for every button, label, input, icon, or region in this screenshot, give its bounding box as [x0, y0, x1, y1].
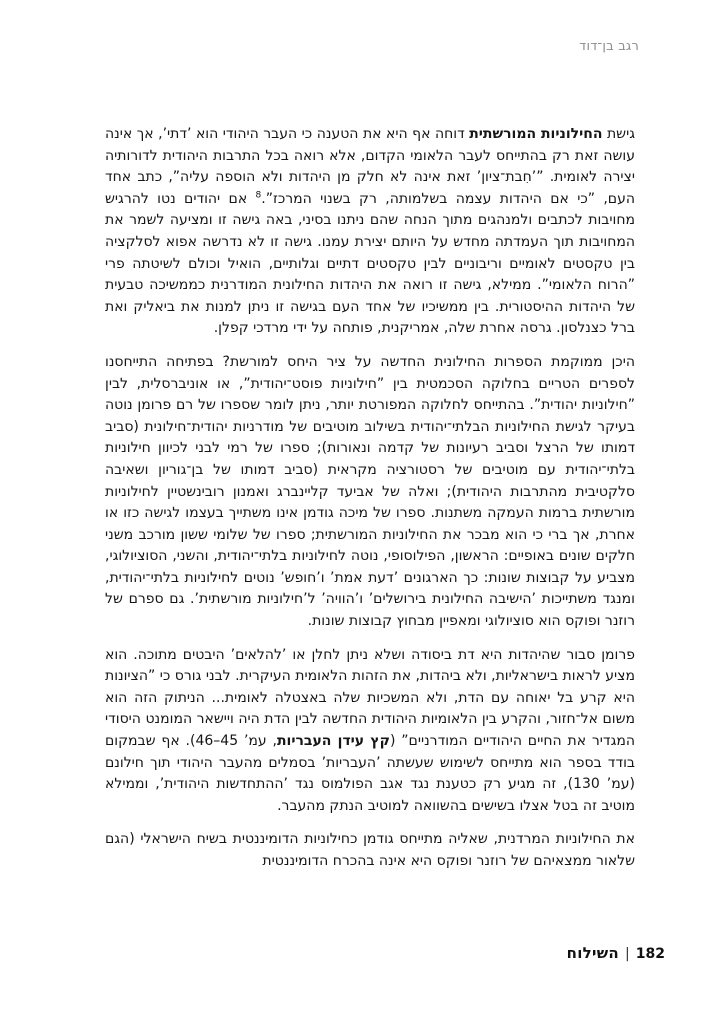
- journal-name: השילוח: [566, 944, 620, 962]
- text-segment: את החילוניות המרדנית, שאליה מתייחס גודמן כחילוניות הדומיננטית בשיח הישראלי (הגם שלאור ממצאיהם של רוזנר ופוקס היא אינה בהכרח הדומיננטית: [105, 831, 635, 869]
- page-number: 182: [635, 946, 665, 962]
- text-segment: דוחה אף היא את הטענה כי העבר היהודי הוא ’דתי’, אך אינה עושה זאת רק בהתייחס לעבר הלאומי הקדום, אלא רואה בכל התרבות היהודית לדורותיה יצירה לאומית. ”’חִבת־ציון’ זאת אינה לא חלק מן היהדות ולא הוספה עליה”, כתב אחד העם, ”כי אם היהדות עצמה בשלמותה, רק בשנוי המרכז”.: [105, 126, 635, 207]
- paragraph-3: [105, 645, 635, 818]
- paragraph-1: [105, 124, 635, 340]
- footer-separator: |: [625, 946, 630, 962]
- page-footer: [567, 944, 665, 962]
- emphasis-approach-name: החילוניות המורשתית: [469, 126, 603, 142]
- paragraph-4: [105, 829, 635, 872]
- article: [105, 124, 635, 885]
- text-segment: גישת: [602, 126, 635, 142]
- text-segment: פרומן סבור שהיהדות היא דת ביסודה ושלא ניתן לחלן או ’להלאים’ היבטים מתוכה. הוא מציע לראות בישראליות, ולא ביהדות, את הזהות הלאומית העיקרית. לבני גורס כי ”הציונות היא קרע בל יאוחה עם הדת, ולא המשכיות שלה באצטלה לאומית... הניתוק הזה הוא משום אל־חזור, והקרע בין הלאומיות היהודית החדשה לבין הדת היה ויישאר המומנט היסודי המגדיר את החיים היהודיים המודרניים” (: [105, 646, 635, 750]
- book-title: קץ עידן העבריות: [276, 733, 390, 750]
- running-header-author: רגב בן־דוד: [579, 39, 639, 54]
- footnote-ref-8: 8: [255, 190, 262, 201]
- text-segment: היכן ממוקמת הספרות החילונית החדשה על ציר היחס למורשת? בפתיחה התייחסנו לספרים הטריים בחלוקה הסכמטית בין ”חילוניות פוסט־יהודית”, או אוניברסלית, לבין ”חילוניות יהודית”. בהתייחס לחלוקה המפורטת יותר, ניתן לומר שספרו של רם פרומן נוטה בעיקר לגישת החילוניות הבלתי־יהודית בשילוב מוטיבים של מודרניות יהודית־חילונית (סביב דמותו של הרצל וסביב רעיונות של קדמה ונאורות); ספרו של רמי לבני לכיוון חילוניות בלתי־יהודית עם מוטיבים של רסטורציה מקראית (סביב דמותו של בן־גוריון ושאיבה סלקטיבית מהתרבות היהודית); ואלה של אביעד קליינברג ואמנון רובינשטיין לחילוניות מורשתית ברמות העמקה משתנות. ספרו של מיכה גודמן אינו משתייך בעצמו לגישה כזו או אחרת, אך ברי כי הוא מבכר את החילוניות המורשתית; ספרו של שלומי ששון מורכב משני חלקים שונים באופיים: הראשון, הפילוסופי, נוטה לחילוניות בלתי־יהודית, והשני, הסוציולוגי, מצביע על קבוצות שונות: כך הארגונים ’דעת אמת’ ו’חופש’ נוטים לחילוניות בלתי־יהודית, ומנגד משתייכות ’הישיבה החילונית בירושלים’ ו’הוויה’ ל’חילוניות מורשתית’. גם ספרם של רוזנר ופוקס הוא סוציולוגי ומאפיין מבחוץ קבוצות שונות.: [105, 353, 635, 630]
- text-segment: , עמ’ 45–46). אף שבמקום בודד בספר הוא מתייחס לשימוש שעשתה ’העבריות’ בסמלים מהעבר היהודי תוך חילונם (עמ’ 130), זה מגיע רק כטענת נגד אגב הפולמוס נגד ’ההתחדשות היהודית’, וממילא מוטיב זה בטל אצלו בשישים בהשוואה למוטיב הנתק מהעבר.: [105, 733, 635, 814]
- paragraph-2: [105, 352, 635, 633]
- text-segment: אם יהודים נטו להרגיש מחויבות לכתבים ולמנהגים מתוך הנחה שהם ניתנו בסיני, באה גישה זו ומציעה לשמר את המחויבות תוך העמדתה מחדש על היותם יצירת עמנו. גישה זו לא נדרשה אפוא לסלקציה בין טקסטים לאומיים וריבוניים לבין טקסטים דתיים וגלותיים, הואיל וכולם לשיטתה פרי ”הרוח הלאומי”. ממילא, גישה זו רואה את היהדות החילונית המודרנית כממשיכה טבעית של היהדות ההיסטורית. בין ממשיכיו של אחד העם בגישה זו ניתן למנות את ביאליק ואת ברל כצנלסון. גרסה אחרת שלה, אמריקנית, פותחה על ידי מרדכי קפלן.: [105, 190, 635, 337]
